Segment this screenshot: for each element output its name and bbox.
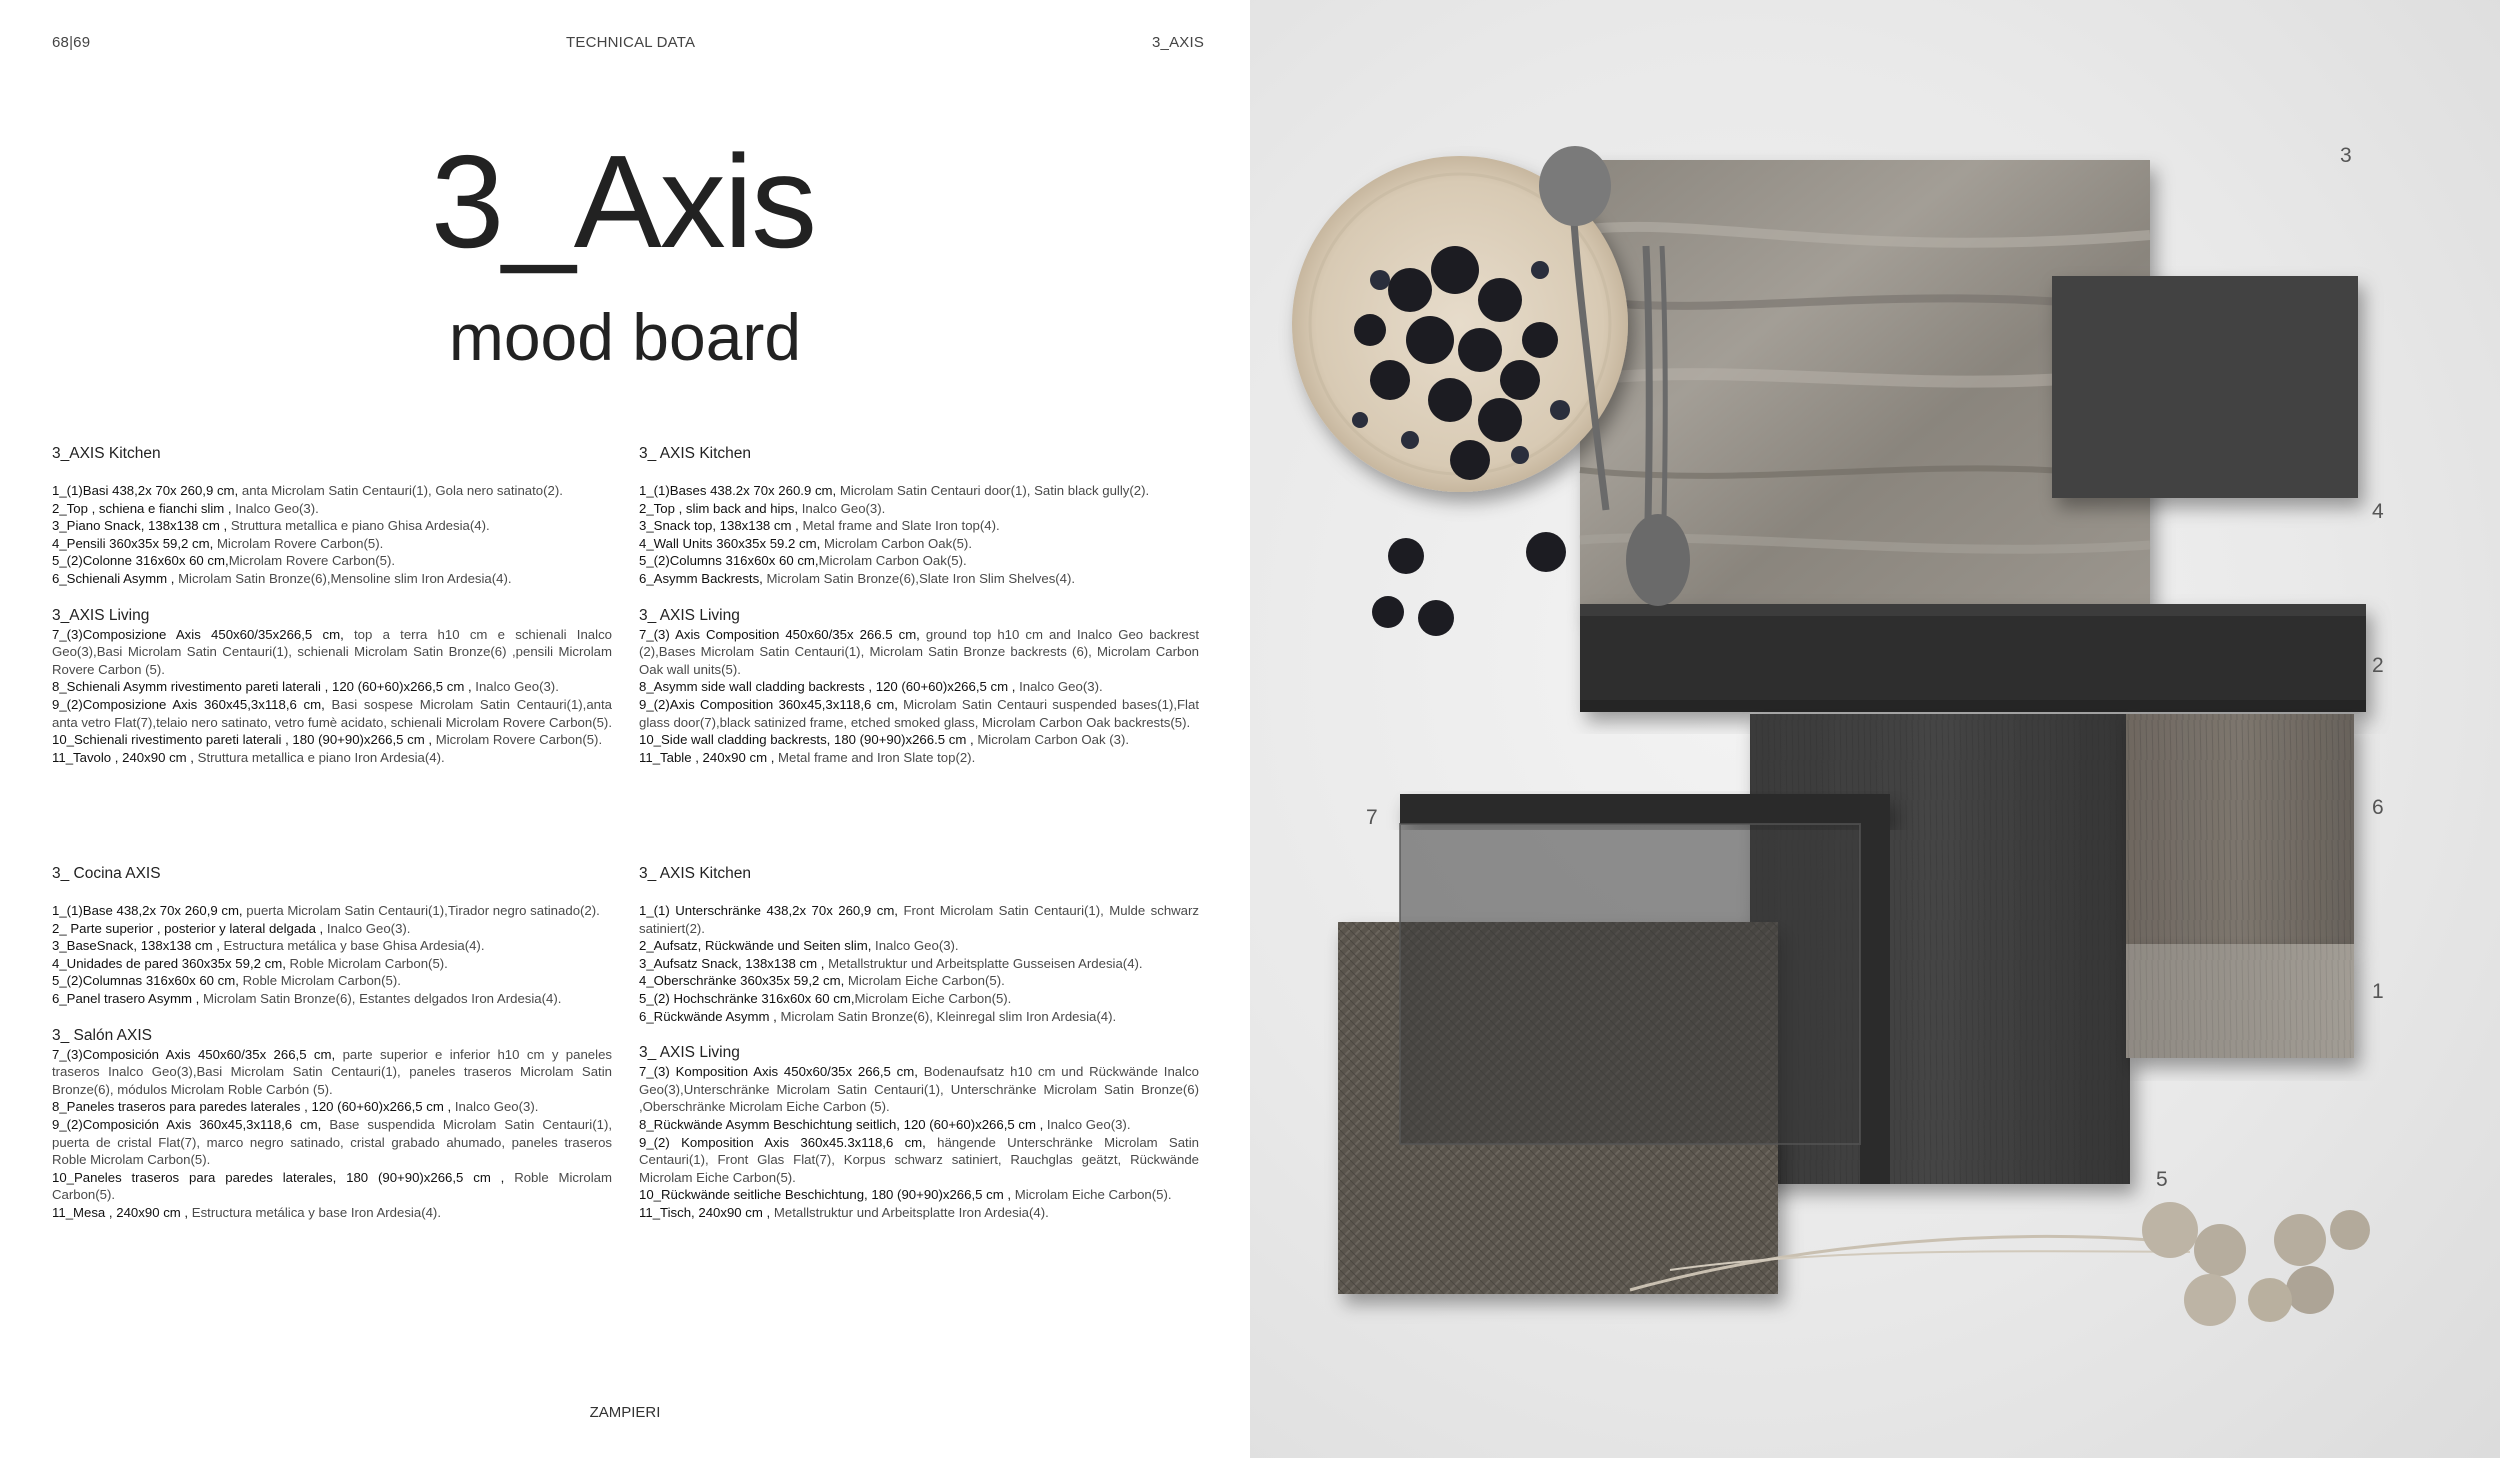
moodboard-photo	[1250, 0, 2500, 1458]
spec-item	[639, 626, 1199, 679]
spec-item-desc: Microlam Satin Centauri suspended bases(1),Flat glass door(7),black satinized frame, etched smoked glass, Microlam Carbon Oak backrests(5).	[639, 696, 1199, 730]
spec-item-desc: Roble Microlam Carbon(5).	[238, 973, 401, 989]
spec-item-code: 5_(2) Hochschränke 316x60x 60 cm,	[639, 990, 855, 1006]
spec-item-desc: ground top h10 cm and Inalco Geo backrest (2),Bases Microlam Satin Centauri(1), Microlam Satin Bronze backrests (6), Microlam Carbon Oak wall units(5).	[639, 626, 1199, 677]
spec-item-desc: Front Microlam Satin Centauri(1), Mulde schwarz satiniert(2).	[639, 903, 1200, 936]
spec-item-code: 1_(1)Basi 438,2x 70x 260,9 cm,	[52, 483, 239, 498]
spec-item-code: 4_Oberschränke 360x35x 59,2 cm,	[639, 973, 845, 989]
label-4: 4	[2372, 500, 2384, 523]
spec-item-code: 10_Schienali rivestimento pareti laterali , 180 (90+90)x266,5 cm ,	[52, 732, 433, 748]
spacer	[52, 884, 612, 902]
spec-item-desc: Basi sospese Microlam Satin Centauri(1),anta anta vetro Flat(7),telaio nero satinato, vetro fumè acidato, schienali Microlam Rovere Carbon(5).	[52, 696, 612, 730]
spec-item	[639, 731, 1199, 749]
spec-item-code: 8_Paneles traseros para paredes laterales , 120 (60+60)x266,5 cm ,	[52, 1099, 452, 1115]
spec-item-desc: Estructura metálica y base Ghisa Ardesia(4).	[219, 938, 485, 954]
spec-item-code: 6_Asymm Backrests,	[639, 570, 763, 586]
spec-item	[639, 972, 1199, 990]
spec-item-desc: Metallstruktur und Arbeitsplatte Gusseisen Ardesia(4).	[824, 955, 1143, 971]
spec-item	[52, 500, 612, 518]
spec-item	[52, 1204, 612, 1222]
spec-item	[52, 1169, 612, 1204]
spec-item	[52, 937, 612, 955]
section-title: 3_ AXIS Living	[639, 606, 740, 624]
spec-item-code: 9_(2) Komposition Axis 360x45.3x118,6 cm,	[639, 1134, 926, 1150]
spec-item-desc: Inalco Geo(3).	[1015, 679, 1103, 695]
spec-item-desc: Inalco Geo(3).	[451, 1099, 539, 1115]
spacer	[639, 884, 1199, 902]
spec-item	[52, 749, 612, 767]
spec-item-code: 6_Panel trasero Asymm ,	[52, 990, 200, 1006]
spec-item-code: 3_Aufsatz Snack, 138x138 cm ,	[639, 955, 825, 971]
spacer	[639, 588, 1199, 606]
spec-item	[639, 1008, 1199, 1026]
spec-item-desc: Metal frame and Iron Slate top(2).	[774, 749, 976, 765]
spec-item-desc: top a terra h10 cm e schienali Inalco Geo(3),Basi Microlam Satin Centauri(1), schienali Microlam Satin Bronze(6) ,pensili Microlam Rovere Carbon (5).	[52, 626, 613, 677]
spec-item-code: 8_Asymm side wall cladding backrests , 120 (60+60)x266,5 cm ,	[639, 679, 1016, 695]
spec-item	[639, 517, 1199, 535]
spec-item-code: 8_Schienali Asymm rivestimento pareti laterali , 120 (60+60)x266,5 cm ,	[52, 679, 472, 695]
spec-item-code: 11_Tavolo , 240x90 cm ,	[52, 749, 194, 765]
label-6: 6	[2372, 796, 2384, 819]
section-header: TECHNICAL DATA	[566, 34, 696, 51]
section-title: 3_AXIS Kitchen	[52, 445, 161, 462]
spec-item-code: 7_(3)Composizione Axis 450x60/35x266,5 cm,	[52, 626, 344, 642]
spec-item-code: 9_(2)Composición Axis 360x45,3x118,6 cm,	[52, 1116, 322, 1132]
spec-item	[639, 482, 1199, 500]
spec-item	[639, 1186, 1199, 1204]
spec-item	[52, 902, 612, 920]
chapter-header: 3_AXIS	[1152, 34, 1205, 51]
spec-item-desc: anta Microlam Satin Centauri(1), Gola nero satinato(2).	[238, 483, 563, 498]
spacer	[52, 588, 612, 606]
spec-item	[639, 500, 1199, 518]
spec-item-desc: Microlam Carbon Oak (3).	[973, 732, 1130, 748]
spec-item-code: 11_Mesa , 240x90 cm ,	[52, 1204, 189, 1220]
spec-item	[639, 1134, 1199, 1187]
spec-item-desc: Microlam Satin Bronze(6),Slate Iron Slim Shelves(4).	[762, 570, 1076, 586]
spec-item	[52, 990, 612, 1008]
spec-item-code: 4_Wall Units 360x35x 59.2 cm,	[639, 535, 821, 551]
page-subtitle: mood board	[448, 300, 802, 374]
spec-item-code: 10_Side wall cladding backrests, 180 (90+90)x266.5 cm ,	[639, 732, 974, 748]
spec-item-code: 11_Tisch, 240x90 cm ,	[639, 1204, 771, 1220]
page-numbers: 68|69	[52, 34, 91, 51]
spec-item	[52, 696, 612, 731]
sample-4-ardesia	[2052, 276, 2358, 498]
spacer	[639, 464, 1199, 482]
spec-item-desc: Inalco Geo(3).	[871, 938, 959, 954]
spec-item-desc: Roble Microlam Carbon(5).	[52, 1169, 612, 1203]
spec-item-desc: Inalco Geo(3).	[471, 679, 559, 695]
spec-item-code: 6_Rückwände Asymm ,	[639, 1008, 777, 1024]
spec-item-code: 2_Top , schiena e fianchi slim ,	[52, 500, 232, 516]
column-english	[639, 444, 1199, 766]
spacer	[52, 464, 612, 482]
spec-item-code: 11_Table , 240x90 cm ,	[639, 749, 775, 765]
spec-item-desc: Microlam Carbon Oak(5).	[820, 535, 972, 551]
page-title: 3_Axis	[430, 128, 816, 275]
spec-item-desc: Inalco Geo(3).	[1043, 1116, 1131, 1132]
spacer	[639, 1025, 1199, 1043]
spec-item	[52, 1116, 612, 1169]
spec-item	[52, 552, 612, 570]
spec-item-code: 1_(1)Base 438,2x 70x 260,9 cm,	[52, 903, 243, 918]
spec-item-desc: Struttura metallica e piano Iron Ardesia(4).	[193, 749, 445, 765]
spec-item	[639, 1116, 1199, 1134]
spec-item	[52, 955, 612, 973]
spec-item-desc: Metallstruktur und Arbeitsplatte Iron Ardesia(4).	[770, 1204, 1049, 1220]
spec-item	[639, 937, 1199, 955]
spec-item	[639, 552, 1199, 570]
spec-item-desc: Bodenaufsatz h10 cm und Rückwände Inalco Geo(3),Unterschränke Microlam Satin Centauri(1), Unterschränke Microlam Satin Bronze(6) ,Oberschränke Microlam Eiche Carbon (5).	[639, 1064, 1199, 1115]
spec-item-code: 5_(2)Columnas 316x60x 60 cm,	[52, 973, 239, 989]
section-title: 3_ AXIS Kitchen	[639, 865, 752, 882]
spec-item-code: 3_Piano Snack, 138x138 cm ,	[52, 518, 228, 534]
spec-item	[639, 535, 1199, 553]
section-title: 3_ AXIS Living	[639, 1044, 740, 1062]
label-1: 1	[2372, 980, 2384, 1003]
spec-item	[52, 570, 612, 588]
spec-item-code: 4_Unidades de pared 360x35x 59,2 cm,	[52, 955, 286, 971]
spec-item-code: 7_(3) Komposition Axis 450x60/35x 266,5 cm,	[639, 1064, 918, 1080]
spec-item	[639, 678, 1199, 696]
spec-item	[639, 1204, 1199, 1222]
spec-item-desc: Inalco Geo(3).	[323, 920, 411, 936]
spec-item-code: 1_(1) Unterschränke 438,2x 70x 260,9 cm,	[639, 903, 898, 918]
section-title: 3_ Salón AXIS	[52, 1026, 152, 1044]
spec-item-desc: Inalco Geo(3).	[231, 500, 319, 516]
spec-item	[639, 749, 1199, 767]
spec-item-desc: Estructura metálica y base Iron Ardesia(4).	[188, 1204, 441, 1220]
spec-item	[639, 1063, 1199, 1116]
spec-item	[52, 920, 612, 938]
spec-item-desc: Microlam Eiche Carbon(5).	[854, 990, 1012, 1006]
moodboard-illustration	[1250, 0, 2500, 1458]
spec-item-code: 2_Top , slim back and hips,	[639, 500, 799, 516]
spec-item-desc: Microlam Satin Bronze(6),Mensoline slim Iron Ardesia(4).	[174, 570, 512, 586]
spec-item-code: 3_Snack top, 138x138 cm ,	[639, 518, 799, 534]
spec-item	[52, 972, 612, 990]
section-title: 3_AXIS Living	[52, 606, 150, 624]
spec-item-code: 10_Rückwände seitliche Beschichtung, 180 (90+90)x266,5 cm ,	[639, 1187, 1012, 1203]
spec-item-desc: Microlam Satin Bronze(6), Estantes delgados Iron Ardesia(4).	[199, 990, 562, 1006]
label-3: 3	[2340, 144, 2352, 167]
spec-item	[639, 902, 1199, 937]
spec-item-code: 9_(2)Axis Composition 360x45,3x118,6 cm,	[639, 696, 898, 712]
spec-item-desc: Microlam Rovere Carbon(5).	[213, 535, 384, 551]
spec-item	[52, 482, 612, 500]
spec-item	[52, 731, 612, 749]
spec-item	[639, 990, 1199, 1008]
spec-item	[52, 626, 612, 679]
spec-item-desc: Microlam Rovere Carbon(5).	[432, 732, 603, 748]
spec-item	[52, 1046, 612, 1099]
spec-item-code: 7_(3)Composición Axis 450x60/35x 266,5 cm,	[52, 1046, 336, 1062]
spec-item-code: 8_Rückwände Asymm Beschichtung seitlich, 120 (60+60)x266,5 cm ,	[639, 1116, 1044, 1132]
spec-item-code: 9_(2)Composizione Axis 360x45,3x118,6 cm,	[52, 696, 325, 712]
spec-item-code: 1_(1)Bases 438.2x 70x 260.9 cm,	[639, 483, 837, 498]
spec-item	[52, 535, 612, 553]
sample-7-glass-frame	[1400, 794, 1890, 824]
spec-item-desc: Microlam Eiche Carbon(5).	[844, 973, 1005, 989]
spec-item-code: 6_Schienali Asymm ,	[52, 570, 175, 586]
spec-item-code: 10_Paneles traseros para paredes laterales, 180 (90+90)x266,5 cm ,	[52, 1169, 505, 1185]
label-2: 2	[2372, 654, 2384, 677]
sample-2-black-profile	[1580, 604, 2366, 712]
spec-item-code: 2_ Parte superior , posterior y lateral delgada ,	[52, 920, 324, 936]
spec-item-desc: Base suspendida Microlam Satin Centauri(1), puerta de cristal Flat(7), marco negro satinado, cristal grabado ahumado, paneles traseros Roble Microlam Carbon(5).	[52, 1116, 613, 1168]
spec-item	[639, 696, 1199, 731]
spec-item-desc: Microlam Eiche Carbon(5).	[1011, 1187, 1172, 1203]
spec-item-code: 2_Aufsatz, Rückwände und Seiten slim,	[639, 938, 872, 954]
column-german	[639, 864, 1199, 1222]
spec-item	[639, 955, 1199, 973]
spec-item-desc: Microlam Satin Bronze(6), Kleinregal slim Iron Ardesia(4).	[776, 1008, 1117, 1024]
spec-item-code: 7_(3) Axis Composition 450x60/35x 266.5 cm,	[639, 626, 920, 642]
column-italian	[52, 444, 612, 766]
brand-footer: ZAMPIERI	[589, 1404, 661, 1421]
label-5: 5	[2156, 1168, 2168, 1191]
spec-item	[639, 570, 1199, 588]
spec-item	[52, 678, 612, 696]
spec-item-desc: Microlam Satin Centauri door(1), Satin black gully(2).	[836, 483, 1150, 498]
section-title: 3_ AXIS Kitchen	[639, 445, 752, 462]
spec-item-desc: Microlam Rovere Carbon(5).	[228, 553, 396, 569]
spec-item-desc: hängende Unterschränke Microlam Satin Centauri(1), Front Glas Flat(7), Korpus schwarz satiniert, Rauchglas geätzt, Rückwände Microlam Eiche Carbon(5).	[639, 1134, 1199, 1185]
section-title: 3_ Cocina AXIS	[52, 865, 161, 882]
spec-item-desc: Inalco Geo(3).	[798, 500, 886, 516]
sample-7-smoked-glass	[1400, 824, 1860, 1144]
label-7: 7	[1366, 806, 1378, 829]
column-spanish	[52, 864, 612, 1222]
spec-item-code: 3_BaseSnack, 138x138 cm ,	[52, 938, 220, 954]
spec-item	[52, 1098, 612, 1116]
spec-item-desc: Struttura metallica e piano Ghisa Ardesia(4).	[227, 518, 490, 534]
spec-item	[52, 517, 612, 535]
spec-item-code: 5_(2)Colonne 316x60x 60 cm,	[52, 553, 229, 569]
spec-item-desc: Microlam Carbon Oak(5).	[818, 553, 967, 569]
spec-item-desc: Roble Microlam Carbon(5).	[285, 955, 448, 971]
spacer	[52, 1008, 612, 1026]
spec-item-desc: parte superior e inferior h10 cm y paneles traseros Inalco Geo(3),Basi Microlam Satin Centauri(1), paneles traseros Microlam Satin Bronze(6), módulos Microlam Roble Carbón (5).	[52, 1046, 612, 1097]
spec-item-code: 5_(2)Columns 316x60x 60 cm,	[639, 553, 819, 569]
spec-item-desc: puerta Microlam Satin Centauri(1),Tirador negro satinado(2).	[242, 903, 600, 918]
spec-item-code: 4_Pensili 360x35x 59,2 cm,	[52, 535, 214, 551]
spec-item-desc: Metal frame and Slate Iron top(4).	[798, 518, 1000, 534]
